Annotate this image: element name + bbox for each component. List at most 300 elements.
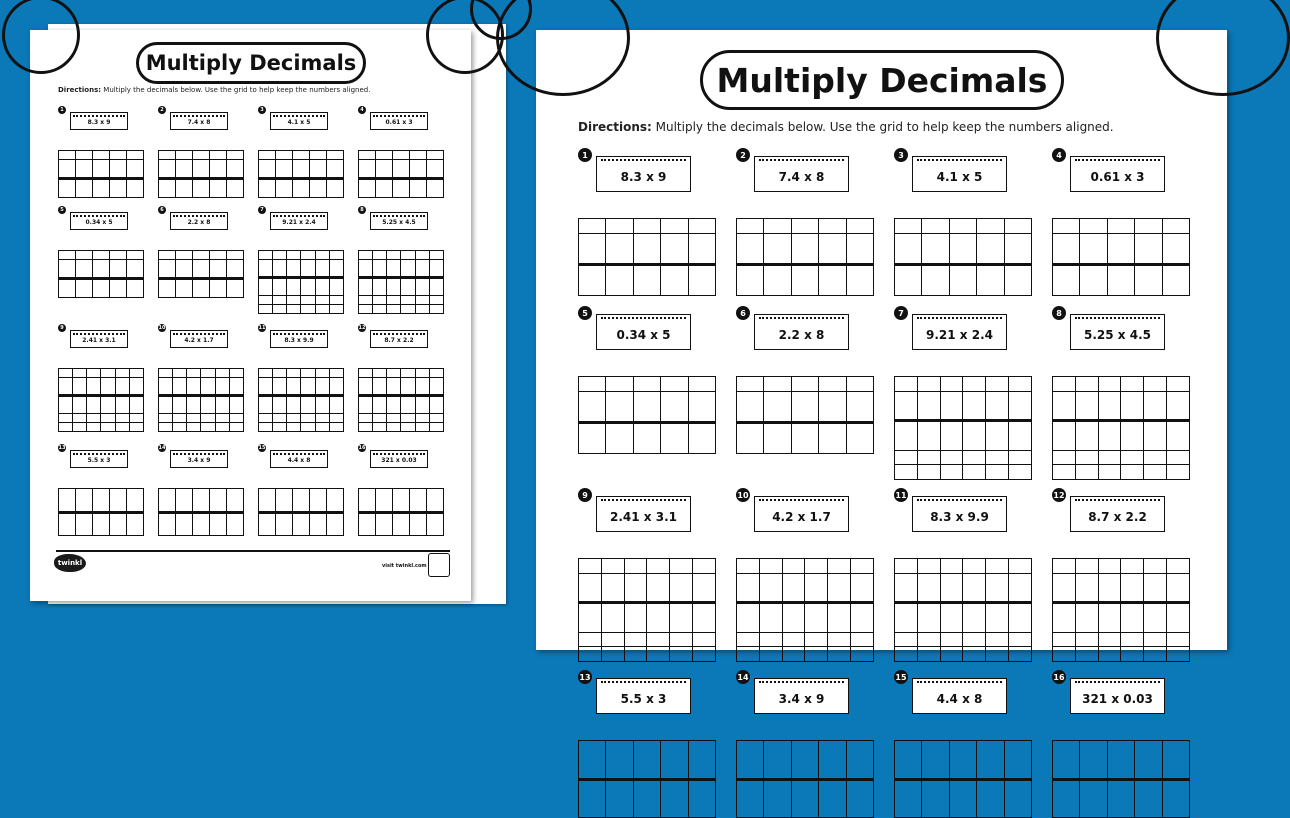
grid-cell[interactable] <box>301 378 315 396</box>
grid-cell[interactable] <box>963 377 986 392</box>
grid-cell[interactable] <box>1098 465 1121 480</box>
grid-cell[interactable] <box>401 414 415 423</box>
grid-cell[interactable] <box>1053 559 1076 574</box>
grid-cell[interactable] <box>661 392 688 423</box>
grid-cell[interactable] <box>670 632 693 647</box>
grid-cell[interactable] <box>1167 647 1190 662</box>
grid-cell[interactable] <box>259 160 276 179</box>
grid-cell[interactable] <box>315 251 329 260</box>
grid-cell[interactable] <box>661 423 688 454</box>
grid-cell[interactable] <box>688 779 715 818</box>
grid-cell[interactable] <box>819 265 846 296</box>
grid-cell[interactable] <box>1107 265 1134 296</box>
grid-cell[interactable] <box>606 741 633 780</box>
grid-cell[interactable] <box>1075 573 1098 602</box>
grid-cell[interactable] <box>73 423 87 432</box>
grid-cell[interactable] <box>1009 421 1032 450</box>
grid-cell[interactable] <box>764 234 791 265</box>
grid-cell[interactable] <box>359 160 376 179</box>
grid-cell[interactable] <box>159 378 173 396</box>
grid-cell[interactable] <box>977 741 1004 780</box>
grid-cell[interactable] <box>327 179 344 198</box>
grid-cell[interactable] <box>176 489 193 513</box>
answer-grid[interactable] <box>736 376 874 454</box>
grid-cell[interactable] <box>187 369 201 378</box>
grid-cell[interactable] <box>87 378 101 396</box>
grid-cell[interactable] <box>193 512 210 536</box>
grid-cell[interactable] <box>159 489 176 513</box>
grid-cell[interactable] <box>187 396 201 414</box>
grid-cell[interactable] <box>159 414 173 423</box>
grid-cell[interactable] <box>759 559 782 574</box>
grid-cell[interactable] <box>293 512 310 536</box>
grid-cell[interactable] <box>579 559 602 574</box>
grid-cell[interactable] <box>273 423 287 432</box>
grid-cell[interactable] <box>359 296 373 305</box>
grid-cell[interactable] <box>329 260 343 278</box>
grid-cell[interactable] <box>819 219 846 234</box>
grid-cell[interactable] <box>293 160 310 179</box>
grid-cell[interactable] <box>327 160 344 179</box>
grid-cell[interactable] <box>201 369 215 378</box>
grid-cell[interactable] <box>977 265 1004 296</box>
grid-cell[interactable] <box>193 489 210 513</box>
grid-cell[interactable] <box>1053 391 1076 420</box>
grid-cell[interactable] <box>819 423 846 454</box>
grid-cell[interactable] <box>127 489 144 513</box>
grid-cell[interactable] <box>110 160 127 179</box>
grid-cell[interactable] <box>59 512 76 536</box>
grid-cell[interactable] <box>176 179 193 198</box>
grid-cell[interactable] <box>127 260 144 279</box>
grid-cell[interactable] <box>1053 603 1076 632</box>
grid-cell[interactable] <box>1009 450 1032 465</box>
grid-cell[interactable] <box>670 573 693 602</box>
grid-cell[interactable] <box>287 296 301 305</box>
grid-cell[interactable] <box>287 378 301 396</box>
grid-cell[interactable] <box>688 423 715 454</box>
grid-cell[interactable] <box>301 305 315 314</box>
grid-cell[interactable] <box>1004 265 1031 296</box>
grid-cell[interactable] <box>387 396 401 414</box>
grid-cell[interactable] <box>329 369 343 378</box>
grid-cell[interactable] <box>359 489 376 513</box>
grid-cell[interactable] <box>737 647 760 662</box>
grid-cell[interactable] <box>782 603 805 632</box>
grid-cell[interactable] <box>670 559 693 574</box>
grid-cell[interactable] <box>895 265 922 296</box>
grid-cell[interactable] <box>115 423 129 432</box>
grid-cell[interactable] <box>259 151 276 160</box>
grid-cell[interactable] <box>376 179 393 198</box>
grid-cell[interactable] <box>93 489 110 513</box>
grid-cell[interactable] <box>227 151 244 160</box>
grid-cell[interactable] <box>115 414 129 423</box>
grid-cell[interactable] <box>1162 779 1189 818</box>
grid-cell[interactable] <box>579 573 602 602</box>
grid-cell[interactable] <box>917 465 940 480</box>
grid-cell[interactable] <box>1167 377 1190 392</box>
grid-cell[interactable] <box>1121 603 1144 632</box>
grid-cell[interactable] <box>759 573 782 602</box>
grid-cell[interactable] <box>159 160 176 179</box>
grid-cell[interactable] <box>1098 421 1121 450</box>
grid-cell[interactable] <box>227 251 244 260</box>
grid-cell[interactable] <box>87 396 101 414</box>
grid-cell[interactable] <box>215 378 229 396</box>
grid-cell[interactable] <box>127 251 144 260</box>
grid-cell[interactable] <box>227 260 244 279</box>
grid-cell[interactable] <box>59 179 76 198</box>
grid-cell[interactable] <box>805 559 828 574</box>
grid-cell[interactable] <box>1053 647 1076 662</box>
grid-cell[interactable] <box>688 392 715 423</box>
answer-grid[interactable] <box>58 250 144 298</box>
grid-cell[interactable] <box>1167 450 1190 465</box>
answer-grid[interactable] <box>1052 558 1190 662</box>
grid-cell[interactable] <box>661 377 688 392</box>
grid-cell[interactable] <box>688 265 715 296</box>
grid-cell[interactable] <box>387 305 401 314</box>
grid-cell[interactable] <box>805 603 828 632</box>
grid-cell[interactable] <box>895 377 918 392</box>
grid-cell[interactable] <box>633 779 660 818</box>
grid-cell[interactable] <box>606 234 633 265</box>
grid-cell[interactable] <box>159 369 173 378</box>
grid-cell[interactable] <box>940 573 963 602</box>
grid-cell[interactable] <box>259 378 273 396</box>
answer-grid[interactable] <box>258 488 344 536</box>
grid-cell[interactable] <box>1075 603 1098 632</box>
grid-cell[interactable] <box>791 423 818 454</box>
grid-cell[interactable] <box>601 603 624 632</box>
grid-cell[interactable] <box>76 279 93 298</box>
grid-cell[interactable] <box>1098 632 1121 647</box>
grid-cell[interactable] <box>59 489 76 513</box>
grid-cell[interactable] <box>287 414 301 423</box>
grid-cell[interactable] <box>895 391 918 420</box>
grid-cell[interactable] <box>329 378 343 396</box>
grid-cell[interactable] <box>737 377 764 392</box>
grid-cell[interactable] <box>76 489 93 513</box>
grid-cell[interactable] <box>215 423 229 432</box>
grid-cell[interactable] <box>579 392 606 423</box>
grid-cell[interactable] <box>1167 465 1190 480</box>
grid-cell[interactable] <box>1009 632 1032 647</box>
grid-cell[interactable] <box>93 260 110 279</box>
grid-cell[interactable] <box>401 369 415 378</box>
grid-cell[interactable] <box>633 392 660 423</box>
grid-cell[interactable] <box>624 573 647 602</box>
grid-cell[interactable] <box>210 279 227 298</box>
grid-cell[interactable] <box>661 234 688 265</box>
grid-cell[interactable] <box>895 219 922 234</box>
grid-cell[interactable] <box>101 396 115 414</box>
grid-cell[interactable] <box>633 219 660 234</box>
grid-cell[interactable] <box>1135 219 1162 234</box>
grid-cell[interactable] <box>1121 465 1144 480</box>
grid-cell[interactable] <box>1053 234 1080 265</box>
grid-cell[interactable] <box>949 234 976 265</box>
grid-cell[interactable] <box>782 573 805 602</box>
grid-cell[interactable] <box>737 632 760 647</box>
grid-cell[interactable] <box>315 296 329 305</box>
grid-cell[interactable] <box>1162 234 1189 265</box>
grid-cell[interactable] <box>1144 450 1167 465</box>
grid-cell[interactable] <box>76 179 93 198</box>
grid-cell[interactable] <box>693 603 716 632</box>
grid-cell[interactable] <box>327 512 344 536</box>
grid-cell[interactable] <box>415 251 429 260</box>
grid-cell[interactable] <box>819 392 846 423</box>
grid-cell[interactable] <box>215 369 229 378</box>
grid-cell[interactable] <box>193 179 210 198</box>
grid-cell[interactable] <box>301 396 315 414</box>
grid-cell[interactable] <box>851 573 874 602</box>
grid-cell[interactable] <box>401 305 415 314</box>
grid-cell[interactable] <box>986 603 1009 632</box>
grid-cell[interactable] <box>287 251 301 260</box>
grid-cell[interactable] <box>93 251 110 260</box>
grid-cell[interactable] <box>759 647 782 662</box>
grid-cell[interactable] <box>1053 573 1076 602</box>
grid-cell[interactable] <box>579 423 606 454</box>
grid-cell[interactable] <box>737 423 764 454</box>
grid-cell[interactable] <box>846 377 873 392</box>
grid-cell[interactable] <box>977 234 1004 265</box>
grid-cell[interactable] <box>1144 559 1167 574</box>
answer-grid[interactable] <box>58 150 144 198</box>
grid-cell[interactable] <box>210 251 227 260</box>
answer-grid[interactable] <box>358 488 444 536</box>
grid-cell[interactable] <box>791 741 818 780</box>
grid-cell[interactable] <box>737 779 764 818</box>
grid-cell[interactable] <box>273 369 287 378</box>
grid-cell[interactable] <box>851 632 874 647</box>
grid-cell[interactable] <box>1098 603 1121 632</box>
grid-cell[interactable] <box>963 573 986 602</box>
grid-cell[interactable] <box>287 396 301 414</box>
grid-cell[interactable] <box>1004 219 1031 234</box>
grid-cell[interactable] <box>737 234 764 265</box>
grid-cell[interactable] <box>315 396 329 414</box>
grid-cell[interactable] <box>1080 779 1107 818</box>
grid-cell[interactable] <box>1004 779 1031 818</box>
grid-cell[interactable] <box>846 423 873 454</box>
grid-cell[interactable] <box>310 179 327 198</box>
grid-cell[interactable] <box>393 512 410 536</box>
grid-cell[interactable] <box>301 369 315 378</box>
grid-cell[interactable] <box>287 305 301 314</box>
grid-cell[interactable] <box>229 378 243 396</box>
grid-cell[interactable] <box>193 160 210 179</box>
grid-cell[interactable] <box>940 421 963 450</box>
grid-cell[interactable] <box>1144 647 1167 662</box>
grid-cell[interactable] <box>1098 377 1121 392</box>
grid-cell[interactable] <box>791 265 818 296</box>
grid-cell[interactable] <box>376 160 393 179</box>
grid-cell[interactable] <box>393 179 410 198</box>
grid-cell[interactable] <box>737 265 764 296</box>
grid-cell[interactable] <box>429 278 443 296</box>
grid-cell[interactable] <box>579 632 602 647</box>
grid-cell[interactable] <box>940 603 963 632</box>
grid-cell[interactable] <box>688 377 715 392</box>
grid-cell[interactable] <box>624 647 647 662</box>
grid-cell[interactable] <box>273 414 287 423</box>
grid-cell[interactable] <box>59 423 73 432</box>
grid-cell[interactable] <box>1135 234 1162 265</box>
grid-cell[interactable] <box>1053 219 1080 234</box>
grid-cell[interactable] <box>259 369 273 378</box>
grid-cell[interactable] <box>93 279 110 298</box>
grid-cell[interactable] <box>415 396 429 414</box>
grid-cell[interactable] <box>1075 559 1098 574</box>
grid-cell[interactable] <box>828 603 851 632</box>
grid-cell[interactable] <box>1009 647 1032 662</box>
grid-cell[interactable] <box>415 305 429 314</box>
grid-cell[interactable] <box>401 296 415 305</box>
grid-cell[interactable] <box>977 779 1004 818</box>
grid-cell[interactable] <box>737 392 764 423</box>
grid-cell[interactable] <box>963 391 986 420</box>
grid-cell[interactable] <box>227 489 244 513</box>
grid-cell[interactable] <box>764 219 791 234</box>
grid-cell[interactable] <box>129 423 143 432</box>
grid-cell[interactable] <box>782 559 805 574</box>
grid-cell[interactable] <box>1121 391 1144 420</box>
grid-cell[interactable] <box>359 396 373 414</box>
grid-cell[interactable] <box>986 377 1009 392</box>
grid-cell[interactable] <box>259 260 273 278</box>
grid-cell[interactable] <box>127 160 144 179</box>
grid-cell[interactable] <box>1004 741 1031 780</box>
answer-grid[interactable] <box>58 488 144 536</box>
grid-cell[interactable] <box>373 260 387 278</box>
grid-cell[interactable] <box>737 603 760 632</box>
grid-cell[interactable] <box>1144 391 1167 420</box>
grid-cell[interactable] <box>201 396 215 414</box>
grid-cell[interactable] <box>327 489 344 513</box>
grid-cell[interactable] <box>210 489 227 513</box>
grid-cell[interactable] <box>429 260 443 278</box>
grid-cell[interactable] <box>1075 632 1098 647</box>
grid-cell[interactable] <box>315 278 329 296</box>
grid-cell[interactable] <box>401 251 415 260</box>
grid-cell[interactable] <box>670 603 693 632</box>
grid-cell[interactable] <box>129 369 143 378</box>
grid-cell[interactable] <box>429 296 443 305</box>
grid-cell[interactable] <box>606 423 633 454</box>
grid-cell[interactable] <box>93 512 110 536</box>
grid-cell[interactable] <box>359 512 376 536</box>
grid-cell[interactable] <box>805 632 828 647</box>
grid-cell[interactable] <box>737 573 760 602</box>
grid-cell[interactable] <box>1053 265 1080 296</box>
grid-cell[interactable] <box>101 423 115 432</box>
grid-cell[interactable] <box>59 369 73 378</box>
grid-cell[interactable] <box>633 265 660 296</box>
grid-cell[interactable] <box>1075 377 1098 392</box>
grid-cell[interactable] <box>159 396 173 414</box>
answer-grid[interactable] <box>158 488 244 536</box>
grid-cell[interactable] <box>1144 377 1167 392</box>
grid-cell[interactable] <box>1009 559 1032 574</box>
grid-cell[interactable] <box>846 392 873 423</box>
grid-cell[interactable] <box>259 489 276 513</box>
grid-cell[interactable] <box>633 423 660 454</box>
grid-cell[interactable] <box>819 779 846 818</box>
grid-cell[interactable] <box>1167 573 1190 602</box>
grid-cell[interactable] <box>828 632 851 647</box>
grid-cell[interactable] <box>359 251 373 260</box>
grid-cell[interactable] <box>127 151 144 160</box>
grid-cell[interactable] <box>986 647 1009 662</box>
answer-grid[interactable] <box>358 250 444 314</box>
answer-grid[interactable] <box>894 376 1032 480</box>
answer-grid[interactable] <box>1052 218 1190 296</box>
grid-cell[interactable] <box>1162 265 1189 296</box>
grid-cell[interactable] <box>276 489 293 513</box>
grid-cell[interactable] <box>986 465 1009 480</box>
grid-cell[interactable] <box>259 414 273 423</box>
answer-grid[interactable] <box>358 368 444 432</box>
grid-cell[interactable] <box>387 378 401 396</box>
grid-cell[interactable] <box>293 489 310 513</box>
grid-cell[interactable] <box>633 377 660 392</box>
grid-cell[interactable] <box>259 423 273 432</box>
grid-cell[interactable] <box>376 151 393 160</box>
grid-cell[interactable] <box>410 179 427 198</box>
grid-cell[interactable] <box>110 251 127 260</box>
grid-cell[interactable] <box>917 559 940 574</box>
grid-cell[interactable] <box>647 632 670 647</box>
grid-cell[interactable] <box>429 414 443 423</box>
grid-cell[interactable] <box>76 151 93 160</box>
grid-cell[interactable] <box>764 741 791 780</box>
grid-cell[interactable] <box>273 378 287 396</box>
grid-cell[interactable] <box>661 779 688 818</box>
grid-cell[interactable] <box>59 396 73 414</box>
grid-cell[interactable] <box>922 741 949 780</box>
grid-cell[interactable] <box>259 296 273 305</box>
grid-cell[interactable] <box>373 396 387 414</box>
grid-cell[interactable] <box>1107 741 1134 780</box>
grid-cell[interactable] <box>782 647 805 662</box>
grid-cell[interactable] <box>819 741 846 780</box>
grid-cell[interactable] <box>287 260 301 278</box>
grid-cell[interactable] <box>986 391 1009 420</box>
grid-cell[interactable] <box>159 279 176 298</box>
grid-cell[interactable] <box>429 369 443 378</box>
grid-cell[interactable] <box>1075 465 1098 480</box>
grid-cell[interactable] <box>173 396 187 414</box>
grid-cell[interactable] <box>387 369 401 378</box>
grid-cell[interactable] <box>579 265 606 296</box>
grid-cell[interactable] <box>737 219 764 234</box>
grid-cell[interactable] <box>606 377 633 392</box>
grid-cell[interactable] <box>1144 632 1167 647</box>
grid-cell[interactable] <box>1144 421 1167 450</box>
grid-cell[interactable] <box>359 260 373 278</box>
grid-cell[interactable] <box>410 512 427 536</box>
grid-cell[interactable] <box>846 265 873 296</box>
grid-cell[interactable] <box>101 369 115 378</box>
grid-cell[interactable] <box>287 369 301 378</box>
grid-cell[interactable] <box>791 219 818 234</box>
grid-cell[interactable] <box>427 151 444 160</box>
grid-cell[interactable] <box>387 260 401 278</box>
